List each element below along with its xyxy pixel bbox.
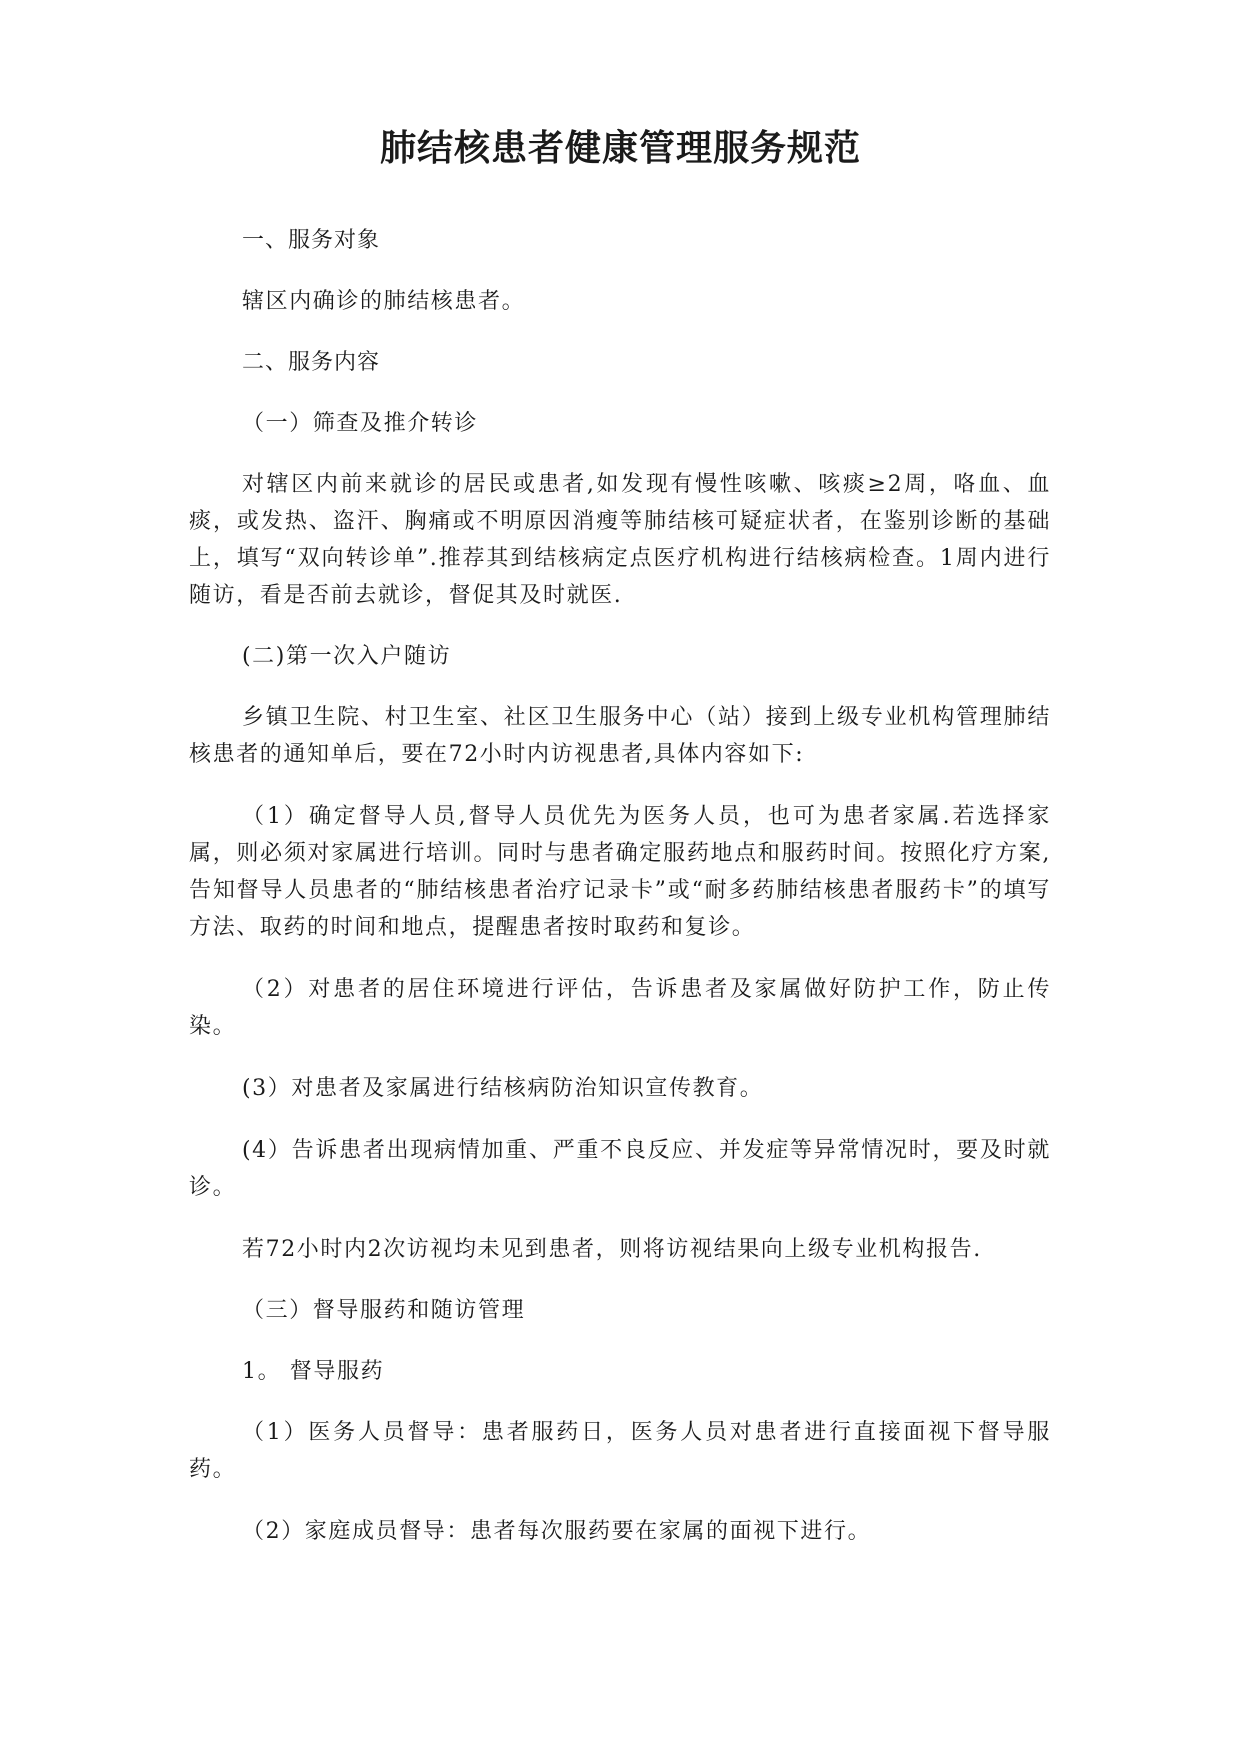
subsection-heading-screening: （一）筛查及推介转诊	[242, 411, 479, 436]
list-item-environment: （2）对患者的居住环境进行评估，告诉患者及家属做好防护工作，防止传染。	[189, 977, 1051, 1039]
section-heading-service-target: 一、服务对象	[242, 228, 381, 253]
list-item-family-supervision: （2）家庭成员督导：患者每次服药要在家属的面视下进行。	[242, 1519, 872, 1544]
paragraph-screening: 对辖区内前来就诊的居民或患者,如发现有慢性咳嗽、咳痰≥2周，咯血、血痰，或发热、盗汗、胸痛或不明原因消瘦等肺结核可疑症状者，在鉴别诊断的基础上，填写“双向转诊单”.推荐其到结核病定点医疗机构进行结核病检查。1周内进行 随访，看是否前去就诊，督促其及时就医.	[189, 472, 1099, 608]
list-item-education: (3）对患者及家属进行结核病防治知识宣传教育。	[242, 1076, 764, 1101]
document-body	[189, 222, 1099, 1550]
paragraph-followup-note: 若72小时内2次访视均未见到患者，则将访视结果向上级专业机构报告.	[242, 1237, 982, 1262]
list-item-warning: (4）告诉患者出现病情加重、严重不良反应、并发症等异常情况时，要及时就诊。	[189, 1138, 1051, 1200]
list-item-supervisor: （1）确定督导人员,督导人员优先为医务人员，也可为患者家属.若选择家属，则必须对家属进行培训。同时与患者确定服药地点和服药时间。按照化疗方案,告知督导人员患者的“肺结核患者治疗记录卡”或“耐多药肺结核患者服药卡”的填写方法、取药的时间和地点，提醒患者按时取药和复诊。	[189, 804, 1051, 940]
paragraph-service-target: 辖区内确诊的肺结核患者。	[242, 289, 526, 314]
subsection-heading-first-visit: (二)第一次入户随访	[242, 644, 452, 669]
section-heading-service-content: 二、服务内容	[242, 350, 381, 375]
list-item-medical-supervision: （1）医务人员督导：患者服药日，医务人员对患者进行直接面视下督导服药。	[189, 1420, 1051, 1482]
subsection-heading-medication: 1。 督导服药	[242, 1359, 385, 1384]
subsection-heading-supervision: （三）督导服药和随访管理	[242, 1298, 526, 1323]
paragraph-first-visit: 乡镇卫生院、村卫生室、社区卫生服务中心（站）接到上级专业机构管理肺结核患者的通知单后，要在72小时内访视患者,具体内容如下:	[189, 705, 1051, 767]
document-title: 肺结核患者健康管理服务规范	[379, 128, 861, 169]
